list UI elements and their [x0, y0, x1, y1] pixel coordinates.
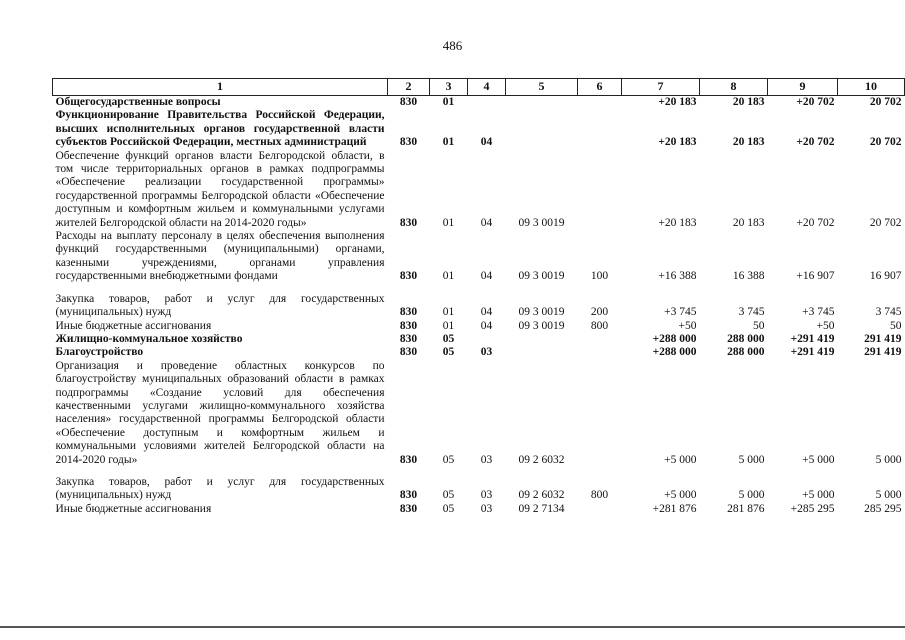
cell-c4: 03: [480, 346, 493, 359]
cell-c7: +5 000: [664, 453, 697, 466]
cell-c5: [506, 346, 578, 359]
table-body: [53, 96, 905, 517]
cell-c6: [578, 109, 622, 149]
cell-c3: 05: [442, 489, 455, 502]
table-row: [53, 346, 905, 359]
col-header: 8: [700, 79, 768, 96]
cell-c9: +291 419: [790, 332, 835, 345]
cell-c9: +291 419: [790, 346, 835, 359]
table-row: [53, 360, 905, 467]
cell-c9: +285 295: [790, 502, 835, 515]
row-name: Общегосударственные вопросы: [55, 96, 221, 108]
cell-c6: [578, 503, 622, 516]
cell-c7: +3 745: [664, 306, 697, 319]
cell-c2: 830: [399, 136, 418, 149]
cell-c4: 03: [480, 453, 493, 466]
table-row: [53, 467, 905, 503]
cell-c10: 285 295: [864, 502, 902, 515]
col-header: 7: [622, 79, 700, 96]
cell-c3: 01: [442, 306, 455, 319]
table-row: [53, 284, 905, 320]
table-row: [53, 503, 905, 516]
cell-c2: 830: [399, 453, 418, 466]
row-name: Иные бюджетные ассигнования: [55, 502, 212, 515]
cell-c9: +20 702: [796, 136, 835, 149]
cell-c4: [468, 96, 506, 110]
cell-c9: +16 907: [796, 270, 835, 283]
cell-c10: 291 419: [864, 346, 902, 359]
row-name: Организация и проведение областных конкурсов по благоустройству муниципальных образований области в рамках подпрограммы «Создание условий для обеспечения качественными услугами жилищно-коммунального хозяйства населения» государственной программы Белгородской области «Обеспечение доступным и комфортным жильем и коммунальными условиями жителей Белгородской области на 2014-2020 годы»: [55, 359, 385, 466]
cell-c3: 05: [442, 453, 455, 466]
cell-c8: 288 000: [727, 332, 765, 345]
cell-c4: 03: [480, 489, 493, 502]
cell-c4: [468, 333, 506, 346]
cell-c8: 20 183: [732, 96, 765, 108]
cell-c3: 01: [442, 96, 455, 108]
row-name: Обеспечение функций органов власти Белгородской области, в том числе территориальных органов в рамках подпрограммы «Обеспечение реализации государственной программы» государственной программы Белгородской области «Обеспечение доступным и комфортным жильем и коммунальными услугами жителей Белгородской области на 2014-2020 годы»: [55, 149, 385, 229]
cell-c5: 09 2 6032: [518, 453, 565, 466]
table-row: [53, 333, 905, 346]
col-header: 1: [53, 79, 388, 96]
cell-c10: 5 000: [875, 489, 902, 502]
cell-c5: 09 3 0019: [518, 270, 565, 283]
cell-c3: 01: [442, 216, 455, 229]
cell-c7: +5 000: [664, 489, 697, 502]
page-bottom-rule: [0, 626, 905, 628]
col-header: 2: [388, 79, 430, 96]
cell-c3: 01: [442, 319, 455, 332]
cell-c10: 5 000: [875, 453, 902, 466]
cell-c6: [578, 333, 622, 346]
cell-c5: 09 2 6032: [518, 489, 565, 502]
cell-c8: 5 000: [738, 489, 765, 502]
cell-c6: [578, 150, 622, 230]
row-name: Благоустройство: [55, 346, 144, 359]
row-name: Расходы на выплату персоналу в целях обеспечения выполнения функций государственными (муниципальными) органами, казенными учреждениями, органами управления государственными внебюджетными фондами: [55, 230, 385, 283]
cell-c9: +5 000: [802, 453, 835, 466]
cell-c4: 04: [480, 319, 493, 332]
cell-c3: 05: [442, 346, 455, 359]
cell-c9: +20 702: [796, 96, 835, 108]
cell-c6: 800: [590, 489, 609, 502]
row-name: Иные бюджетные ассигнования: [55, 319, 212, 332]
row-name: Жилищно-коммунальное хозяйство: [55, 332, 243, 345]
col-header: 10: [838, 79, 905, 96]
cell-c8: 20 183: [732, 136, 765, 149]
cell-c9: +50: [816, 319, 835, 332]
cell-c10: 20 702: [869, 96, 902, 108]
cell-c5: 09 3 0019: [518, 319, 565, 332]
cell-c3: 01: [442, 270, 455, 283]
cell-c8: 288 000: [727, 346, 765, 359]
cell-c8: 20 183: [732, 216, 765, 229]
col-header: 6: [578, 79, 622, 96]
cell-c2: 830: [399, 96, 418, 108]
table-row: [53, 109, 905, 149]
cell-c4: 03: [480, 502, 493, 515]
cell-c6: 800: [590, 319, 609, 332]
cell-c5: [506, 333, 578, 346]
cell-c8: 281 876: [727, 502, 765, 515]
cell-c10: 291 419: [864, 332, 902, 345]
cell-c7: +16 388: [658, 270, 697, 283]
cell-c9: +20 702: [796, 216, 835, 229]
cell-c5: [506, 96, 578, 110]
cell-c4: 04: [480, 270, 493, 283]
cell-c9: +3 745: [802, 306, 835, 319]
cell-c8: 3 745: [738, 306, 765, 319]
col-header: 3: [430, 79, 468, 96]
cell-c4: 04: [480, 136, 493, 149]
cell-c2: 830: [399, 502, 418, 515]
cell-c3: 01: [442, 136, 455, 149]
header-row: [53, 79, 905, 96]
cell-c8: 5 000: [738, 453, 765, 466]
cell-c10: 20 702: [869, 216, 902, 229]
cell-c4: 04: [480, 306, 493, 319]
row-name: Закупка товаров, работ и услуг для государственных (муниципальных) нужд: [55, 475, 385, 502]
cell-c8: 50: [753, 319, 765, 332]
cell-c2: 830: [399, 306, 418, 319]
cell-c2: 830: [399, 270, 418, 283]
table-row: [53, 150, 905, 230]
table-row: [53, 230, 905, 284]
cell-c3: 05: [442, 332, 455, 345]
cell-c3: 05: [442, 502, 455, 515]
cell-c2: 830: [399, 489, 418, 502]
cell-c2: 830: [399, 216, 418, 229]
cell-c5: 09 2 7134: [518, 502, 565, 515]
table-row: [53, 96, 905, 110]
cell-c6: [578, 360, 622, 467]
cell-c10: 16 907: [869, 270, 902, 283]
cell-c6: [578, 96, 622, 110]
cell-c7: +20 183: [658, 216, 697, 229]
cell-c7: +281 876: [652, 502, 697, 515]
cell-c2: 830: [399, 332, 418, 345]
col-header: 5: [506, 79, 578, 96]
cell-c5: 09 3 0019: [518, 216, 565, 229]
col-header: 9: [768, 79, 838, 96]
row-name: Закупка товаров, работ и услуг для государственных (муниципальных) нужд: [55, 292, 385, 319]
row-name: Функционирование Правительства Российской Федерации, высших исполнительных органов государственной власти субъектов Российской Федерации, местных администраций: [55, 109, 385, 149]
table-row: [53, 320, 905, 333]
cell-c7: +50: [678, 319, 697, 332]
cell-c10: 50: [890, 319, 902, 332]
cell-c4: 04: [480, 216, 493, 229]
cell-c7: +288 000: [652, 346, 697, 359]
cell-c7: +20 183: [658, 96, 697, 108]
cell-c7: +20 183: [658, 136, 697, 149]
cell-c5: [506, 109, 578, 149]
cell-c6: 100: [590, 270, 609, 283]
cell-c8: 16 388: [732, 270, 765, 283]
cell-c7: +288 000: [652, 332, 697, 345]
cell-c5: 09 3 0019: [518, 306, 565, 319]
cell-c6: 200: [590, 306, 609, 319]
page-number: 486: [442, 38, 463, 53]
cell-c10: 3 745: [875, 306, 902, 319]
cell-c9: +5 000: [802, 489, 835, 502]
cell-c2: 830: [399, 319, 418, 332]
cell-c6: [578, 346, 622, 359]
budget-table: [52, 78, 905, 516]
cell-c2: 830: [399, 346, 418, 359]
col-header: 4: [468, 79, 506, 96]
cell-c10: 20 702: [869, 136, 902, 149]
